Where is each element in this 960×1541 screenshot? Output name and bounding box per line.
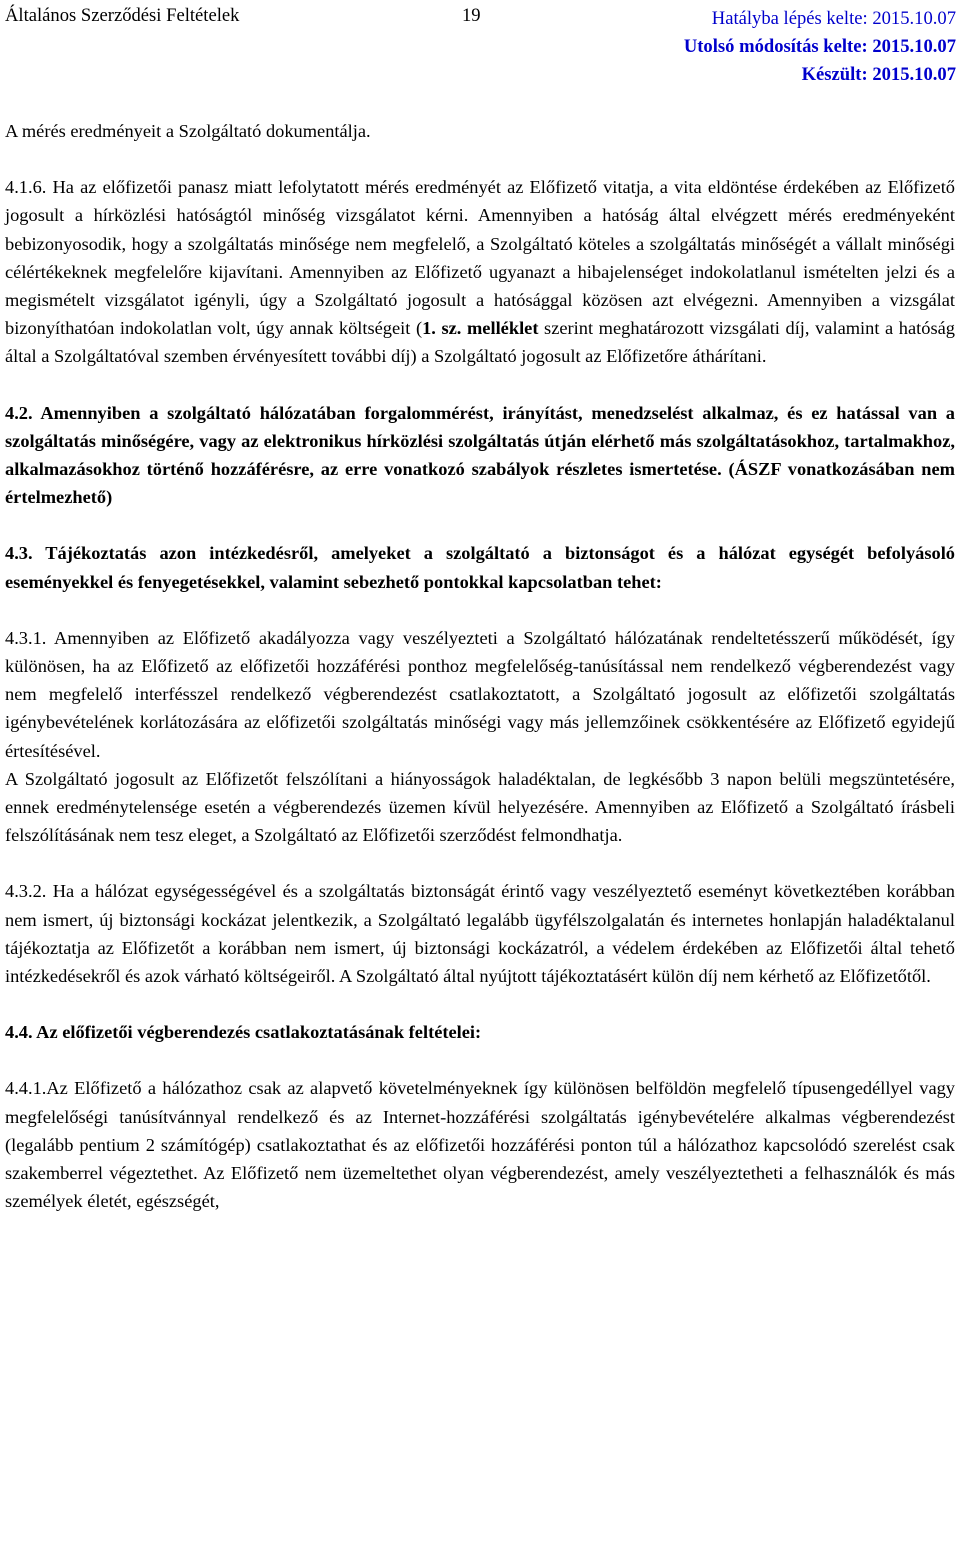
page-header bbox=[0, 0, 960, 90]
paragraph-4-4-1: 4.4.1.Az Előfizető a hálózathoz csak az alapvető követelményeknek így különösen belföldön megfelelő típusengedéllyel vagy megfelelőségi tanúsítvánnyal rendelkező és az Internet-hozzáférési szolgáltatás igénybevételére alkalmas végberendezést (legalább pentium 2 számítógép) csatlakoztathat és az előfizetői hozzáférési ponton túl a hálózathoz kapcsolódó szerelést csak szakemberrel végeztethet. Az Előfizető nem üzemeltethet olyan végberendezést, amely veszélyeztetheti a felhasználók és más személyek életét, egészségét, bbox=[5, 1078, 955, 1212]
section-4-4-heading: 4.4. Az előfizetői végberendezés csatlakoztatásának feltételei: bbox=[5, 1022, 482, 1043]
section-4-2: 4.2. Amennyiben a szolgáltató hálózatában forgalommérést, irányítást, menedzselést alkalmaz, és ez hatással van a szolgáltatás minőségére, vagy az elektronikus hírközlési szolgáltatás útján elérhető más szolgáltatásokhoz, tartalmakhoz, alkalmazásokhoz történő hozzáférésre, az erre vonatkozó szabályok részletes ismertetése. (ÁSZF vonatkozásában nem értelmezhető) bbox=[5, 402, 955, 508]
section-4-3-heading: 4.3. Tájékoztatás azon intézkedésről, amelyeket a szolgáltató a biztonságot és a hálózat egységét befolyásoló eseményekkel és fenyegetésekkel, valamint sebezhető pontokkal kapcsolatban tehet: bbox=[5, 543, 955, 592]
document-body bbox=[5, 117, 955, 1216]
effective-date: Hatályba lépés kelte: 2015.10.07 bbox=[711, 8, 956, 29]
paragraph-4-1-6 bbox=[5, 173, 955, 370]
paragraph-4-1-6-text-a: 4.1.6. Ha az előfizetői panasz miatt lefolytatott mérés eredményét az Előfizető vitatja, a vita eldöntése érdekében az Előfizető jogosult a hírközlési hatóságtól minőség vizsgálatot kérni. Amennyiben a hatóság által elvégzett mérés eredményeként bebizonyosodik, hogy a szolgáltatás minősége nem megfelelő, a Szolgáltató köteles a szolgáltatás minőségét a vállalt minőségi célértékeknek megfelelőre kijavítani. Amennyiben az Előfizető ugyanazt a hibajelenséget indokolatlanul ismételten jelzi és a megismételt vizsgálatot igényli, úgy a Szolgáltató jogosult a hatósággal közösen azt elvégezni. Amennyiben a vizsgálat bizonyíthatóan indokolatlan volt, úgy annak költségeit ( bbox=[5, 177, 955, 339]
annex-reference: 1. sz. melléklet bbox=[422, 318, 539, 339]
date-block bbox=[684, 5, 956, 89]
paragraph-intro: A mérés eredményeit a Szolgáltató dokumentálja. bbox=[5, 121, 371, 141]
page-number: 19 bbox=[462, 5, 481, 26]
modified-date: Utolsó módosítás kelte: 2015.10.07 bbox=[683, 36, 956, 57]
paragraph-4-3-2: 4.3.2. Ha a hálózat egységességével és a szolgáltatás biztonságát érintő vagy veszélyeztető eseményt következtében korábban nem ismert, új biztonsági kockázat jelentkezik, a Szolgáltató legalább ügyfélszolgalatán és internetes honlapján haladéktalanul tájékoztatja az Előfizetőt a korábban nem ismert, új biztonsági kockázatról, a védelem érdekében az Előfizetői által tehető intézkedésekről és azok várható költségeiről. A Szolgáltató által nyújtott tájékoztatásért külön díj nem kérhető az Előfizetőtől. bbox=[5, 881, 955, 987]
paragraph-4-3-1: 4.3.1. Amennyiben az Előfizető akadályozza vagy veszélyezteti a Szolgáltató hálózatának rendeltetésszerű működését, így különösen, ha az Előfizető az előfizetői hozzáférési ponthoz megfelelőség-tanúsítással nem rendelkező végberendezést vagy nem megfelelő interfésszel rendelkező végberendezést csatlakoztatott, a Szolgáltató jogosult az előfizetői szolgáltatás igénybevételének korlátozására az előfizetői szolgáltatás minőségi vagy más jellemzőinek csökkentésére az Előfizető egyidejű értesítésével. bbox=[5, 627, 955, 761]
paragraph-4-1-6-text-b: szerint meghatározott vizsgálati díj, valamint a hatóság által a Szolgáltatóval szemben érvényesített további díj) a Szolgáltató jogosult az Előfizetőre áthárítani. bbox=[5, 318, 955, 367]
created-date: Készült: 2015.10.07 bbox=[801, 64, 956, 85]
document-title: Általános Szerződési Feltételek bbox=[5, 5, 240, 26]
paragraph-4-3-1-continued: A Szolgáltató jogosult az Előfizetőt felszólítani a hiányosságok haladéktalan, de legkésőbb 3 napon belüli megszüntetésére, ennek eredménytelensége esetén a végberendezés üzemen kívül helyezésére. Amennyiben az Előfizető a Szolgáltató írásbeli felszólításának nem tesz eleget, a Szolgáltató az Előfizetői szerződést felmondhatja. bbox=[5, 768, 955, 846]
